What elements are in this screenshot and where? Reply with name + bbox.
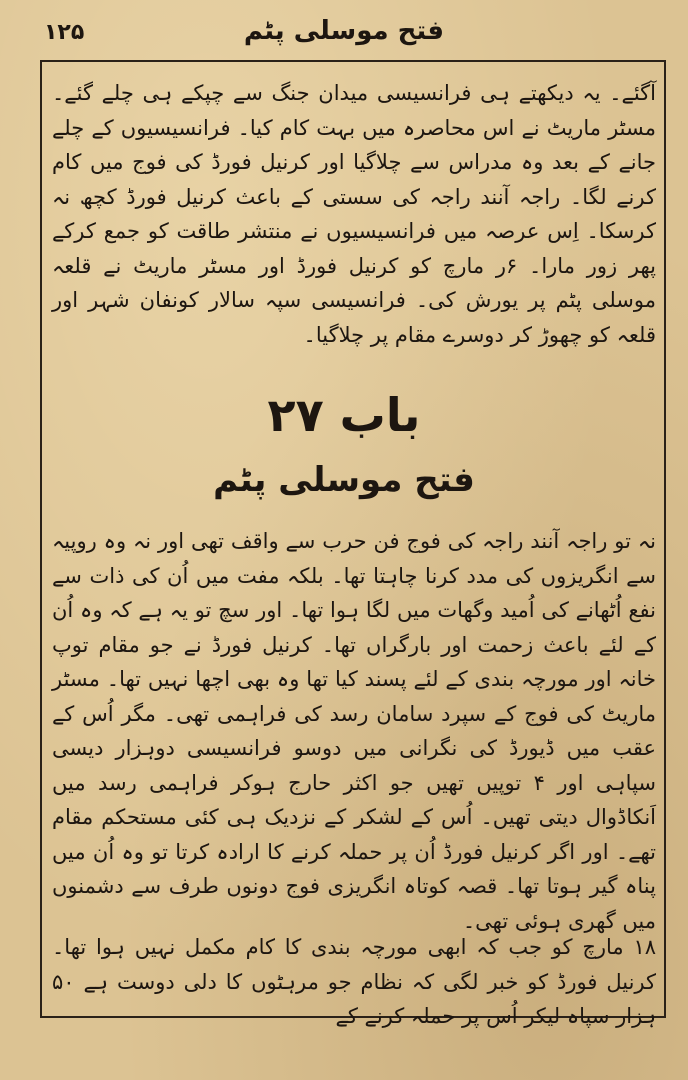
running-title: فتح موسلی پٹم	[243, 16, 445, 46]
chapter-number: باب ۲۷	[267, 388, 421, 442]
paragraph-1: آگئے۔ یہ دیکھتے ہی فرانسیسی میدان جنگ سے چپکے ہی چلے گئے۔ مسٹر ماریٹ نے اس محاصرہ میں بہت کام کیا۔ فرانسیسیوں کے چلے جانے کے بعد وہ مدراس سے چلاگیا اور کرنیل فورڈ کی فوج میں کام کرنے لگا۔ راجہ آنند راجہ کی سستی کے باعث کرنیل فورڈ کچھ نہ کرسکا۔ اِس عرصہ میں فرانسیسیوں نے منتشر طاقت کو جمع کرکے پھر زور مارا۔ ۶ر مارچ کو کرنیل فورڈ اور مسٹر ماریٹ نے قلعہ موسلی پٹم پر یورش کی۔ فرانسیسی سپہ سالار کونفان شہر اور قلعہ کو چھوڑ کر دوسرے مقام پر چلاگیا۔	[52, 81, 656, 347]
chapter-title: فتح موسلی پٹم	[213, 460, 475, 500]
paragraph-3: ۱۸ مارچ کو جب کہ ابھی مورچہ بندی کا کام مکمل نہیں ہوا تھا۔ کرنیل فورڈ کو خبر لگی کہ نظام جو مرہٹوں کا دلی دوست ہے ۵۰ ہزار سپاہ لیکر اُس پر حملہ کرنے کے	[52, 935, 656, 1028]
paragraph-2: نہ تو راجہ آنند راجہ کی فوج فن حرب سے واقف تھی اور نہ وہ روپیہ سے انگریزوں کی مدد کرنا چاہتا تھا۔ بلکہ مفت میں اُن کی ذات سے نفع اُٹھانے کی اُمید وگھات میں لگا ہوا تھا۔ اور سچ تو یہ ہے کہ وہ اُن کے لئے باعث زحمت اور بارگراں تھا۔ کرنیل فورڈ نے جو مقام توپ خانہ اور مورچہ بندی کے لئے پسند کیا تھا وہ بھی اچھا نہیں تھا۔ مسٹر ماریٹ کی فوج کے سپرد سامان رسد کی فراہمی تھی۔ مگر اُس کے عقب میں ڈیورڈ کی نگرانی میں دوسو فرانسیسی دوہزار دیسی سپاہی اور ۴ توپیں تھیں جو اکثر حارج ہوکر فراہمی رسد میں اَنکاڈوال دیتی تھیں۔ اُس کے لشکر کے نزدیک ہی کئی مستحکم مقام تھے۔ اور اگر کرنیل فورڈ اُن پر حملہ کرنے کا ارادہ کرتا تو وہ اُن میں پناہ گیر ہوتا تھا۔ قصہ کوتاہ انگریزی فوج دونوں طرف سے دشمنوں میں گھری ہوئی تھی۔	[52, 529, 656, 933]
running-head	[0, 14, 688, 54]
page-number: ۱۲۵	[44, 20, 85, 45]
